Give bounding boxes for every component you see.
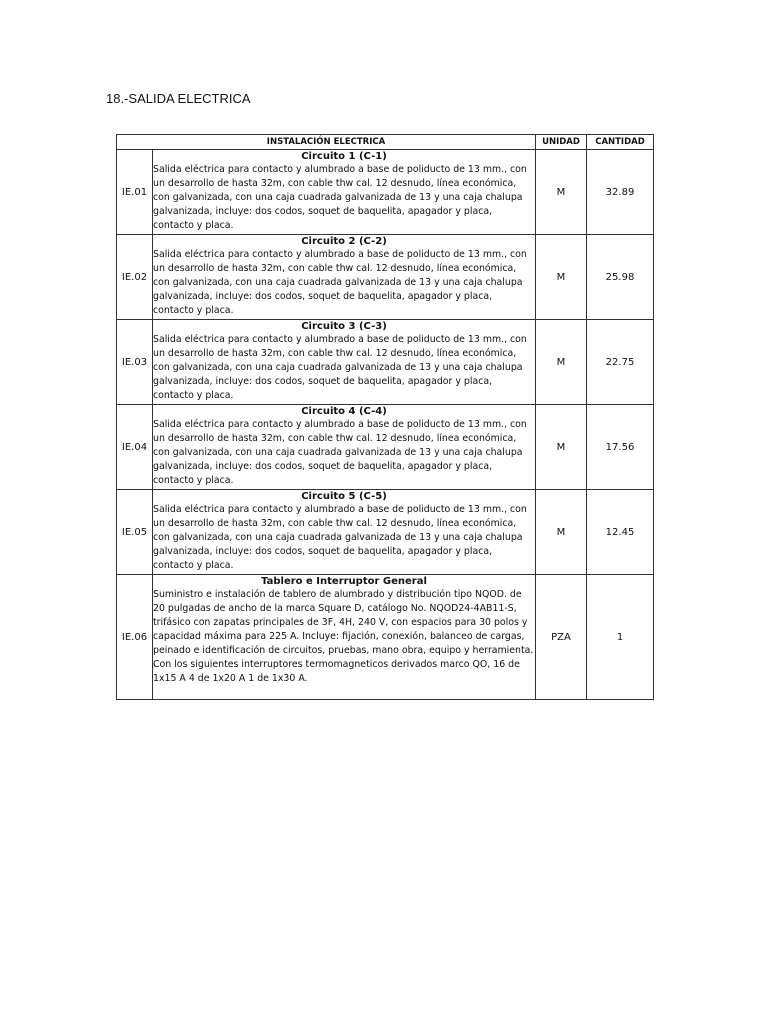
page-title: 18.-SALIDA ELECTRICA — [106, 91, 251, 106]
item-code: IE.04 — [117, 405, 153, 490]
item-description-cell — [153, 320, 536, 405]
item-code: IE.03 — [117, 320, 153, 405]
item-code: IE.05 — [117, 490, 153, 575]
item-unit: M — [536, 405, 587, 490]
item-quantity: 1 — [587, 575, 654, 700]
item-description: Suministro e instalación de tablero de alumbrado y distribución tipo NQOD. de 20 pulgadas de ancho de la marca Square D, catálogo No. NQOD24-4AB11-S, trifásico con zapatas principales de 3F, 4H, 240 V, con espacios para 30 polos y capacidad máxima para 225 A. Incluye: fijación, conexión, balanceo de cargas, peinado e identificación de circuitos, pruebas, mano obra, equipo y herramienta. Con los siguientes interruptores termomagneticos derivados marco QO, 16 de 1x15 A 4 de 1x20 A 1 de 1x30 A. — [153, 589, 534, 684]
item-code: IE.06 — [117, 575, 153, 700]
item-description: Salida eléctrica para contacto y alumbrado a base de poliducto de 13 mm., con un desarrollo de hasta 32m, con cable thw cal. 12 desnudo, línea económica, con galvanizada, con una caja cuadrada galvanizada de 13 y una caja chalupa galvanizada, incluye: dos codos, soquet de baquelita, apagador y placa, contacto y placa. — [153, 504, 527, 571]
item-quantity: 17.56 — [587, 405, 654, 490]
header-quantity: CANTIDAD — [587, 135, 654, 150]
item-code: IE.01 — [117, 150, 153, 235]
item-description: Salida eléctrica para contacto y alumbrado a base de poliducto de 13 mm., con un desarrollo de hasta 32m, con cable thw cal. 12 desnudo, línea económica, con galvanizada, con una caja cuadrada galvanizada de 13 y una caja chalupa galvanizada, incluye: dos codos, soquet de baquelita, apagador y placa, contacto y placa. — [153, 419, 527, 486]
item-title: Circuito 1 (C-1) — [301, 151, 387, 162]
item-title: Tablero e Interruptor General — [261, 576, 427, 587]
table-header-row — [117, 135, 654, 150]
item-description: Salida eléctrica para contacto y alumbrado a base de poliducto de 13 mm., con un desarrollo de hasta 32m, con cable thw cal. 12 desnudo, línea económica, con galvanizada, con una caja cuadrada galvanizada de 13 y una caja chalupa galvanizada, incluye: dos codos, soquet de baquelita, apagador y placa, contacto y placa. — [153, 249, 527, 316]
item-title: Circuito 5 (C-5) — [301, 491, 387, 502]
item-description: Salida eléctrica para contacto y alumbrado a base de poliducto de 13 mm., con un desarrollo de hasta 32m, con cable thw cal. 12 desnudo, línea económica, con galvanizada, con una caja cuadrada galvanizada de 13 y una caja chalupa galvanizada, incluye: dos codos, soquet de baquelita, apagador y placa, contacto y placa. — [153, 164, 527, 231]
item-description-cell — [153, 235, 536, 320]
item-unit: M — [536, 150, 587, 235]
item-unit: M — [536, 235, 587, 320]
item-unit: M — [536, 490, 587, 575]
header-unit: UNIDAD — [536, 135, 587, 150]
item-quantity: 12.45 — [587, 490, 654, 575]
item-quantity: 32.89 — [587, 150, 654, 235]
table-row — [117, 575, 654, 700]
item-title: Circuito 3 (C-3) — [301, 321, 387, 332]
specification-table — [116, 134, 654, 700]
item-title: Circuito 2 (C-2) — [301, 236, 387, 247]
item-quantity: 25.98 — [587, 235, 654, 320]
header-description: INSTALACIÓN ELECTRICA — [117, 135, 536, 150]
item-description-cell — [153, 575, 536, 700]
item-unit: M — [536, 320, 587, 405]
item-unit: PZA — [536, 575, 587, 700]
item-code: IE.02 — [117, 235, 153, 320]
item-title: Circuito 4 (C-4) — [301, 406, 387, 417]
table-row — [117, 490, 654, 575]
item-description: Salida eléctrica para contacto y alumbrado a base de poliducto de 13 mm., con un desarrollo de hasta 32m, con cable thw cal. 12 desnudo, línea económica, con galvanizada, con una caja cuadrada galvanizada de 13 y una caja chalupa galvanizada, incluye: dos codos, soquet de baquelita, apagador y placa, contacto y placa. — [153, 334, 527, 401]
table-row — [117, 405, 654, 490]
table-row — [117, 150, 654, 235]
table-row — [117, 320, 654, 405]
item-description-cell — [153, 405, 536, 490]
item-quantity: 22.75 — [587, 320, 654, 405]
table-row — [117, 235, 654, 320]
item-description-cell — [153, 490, 536, 575]
item-description-cell — [153, 150, 536, 235]
